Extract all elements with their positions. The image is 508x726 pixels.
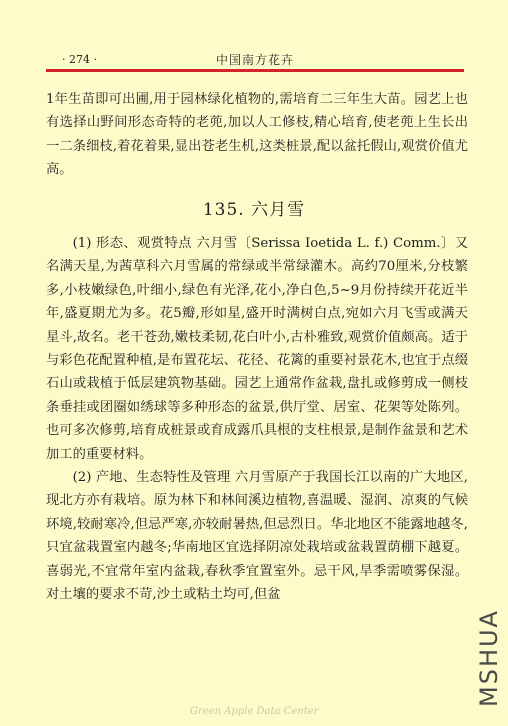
section-title: 135. 六月雪: [202, 200, 306, 220]
continuation-paragraph: 1年生苗即可出圃,用于园林绿化植物的,需培育二三年生大苗。园艺上也有选择山野间形态奇特的老蔸,加以人工修枝,精心培育,使老蔸上生长出一二条细枝,着花着果,显出苍老生机,这类桩景,配以盆托假山,观赏价值尤高。: [46, 92, 468, 178]
page-number: · 274 ·: [62, 53, 97, 66]
section-body: [46, 232, 468, 607]
paragraph-ecology: (2) 产地、生态特性及管理 六月雪原产于我国长江以南的广大地区,现北方亦有栽培。原为林下和林间溪边植物,喜温暖、湿润、凉爽的气候环境,较耐寒冷,但忌严寒,亦较耐暑热,但忌烈日。华北地区不能露地越冬,只宜盆栽置室内越冬;华南地区宜选择阴凉处栽培或盆栽置荫棚下越夏。喜弱光,不宜常年室内盆栽,春秋季宜置室外。忌干风,旱季需喷雾保湿。对土壤的要求不苛,沙土或粘土均可,但盆: [46, 470, 468, 603]
continuation-text-block: [46, 88, 468, 182]
side-watermark: [472, 598, 506, 718]
bottom-watermark: Green Apple Data Center: [190, 706, 319, 717]
page-header: [48, 51, 462, 69]
side-watermark-text: MSHUA: [475, 609, 503, 707]
paragraph-morphology: (1) 形态、观赏特点 六月雪〔Serissa Ioetida L. f.) Comm.〕又名满天星,为茜草科六月雪属的常绿或半常绿灌木。高约70厘米,分枝繁多,小枝嫩绿色,叶细小,绿色有光泽,花小,净白色,5~9月份持续开花近半年,盛夏期尤为多。花5瓣,形如星,盛开时满树白点,宛如六月飞雪或满天星斗,故名。老干苍劲,嫩枝柔韧,花白叶小,古朴雅致,观赏价值颇高。适于与彩色花配置种植,是布置花坛、花径、花篱的重要衬景花木,也宜于点缀石山或栽植于低层建筑物基础。园艺上通常作盆栽,盘扎或修剪成一侧枝条垂挂或团圈如绣球等多种形态的盆景,供厅堂、居室、花架等处陈列。也可多次修剪,培育成桩景或育成露爪具根的支柱根景,是制作盆景和艺术加工的重要材料。: [46, 236, 468, 462]
running-title: 中国南方花卉: [215, 53, 294, 67]
header-rule: [46, 69, 464, 72]
